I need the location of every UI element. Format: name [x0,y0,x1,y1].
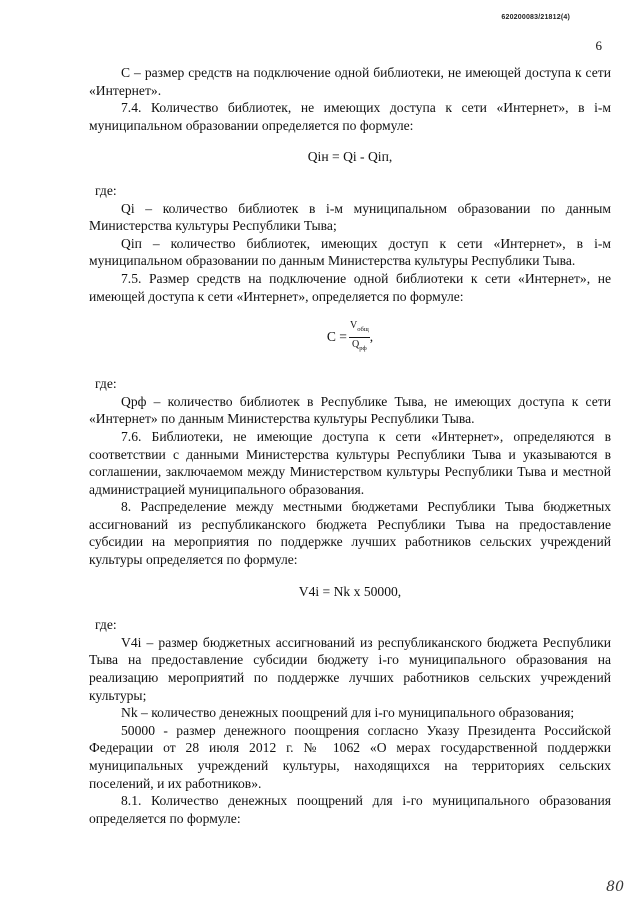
paragraph: Qiп – количество библиотек, имеющих доступ к сети «Интернет», в i-м муниципальном образовании по данным Министерства культуры Республики Тыва. [89,235,611,269]
paragraph: 50000 - размер денежного поощрения согласно Указу Президента Российской Федерации от 28 июля 2012 г. № 1062 «О мерах государственной поддержки муниципальных учреждений культуры, находящихся на территориях сельских поселений, и их работников». [89,722,611,791]
paragraph: Nk – количество денежных поощрений для i-го муниципального образования; [121,705,575,721]
formula-tail: , [369,329,374,345]
formula-fraction [89,309,611,365]
formula: V4i = Nk x 50000, [298,583,402,599]
paragraph: 8.1. Количество денежных поощрений для i-го муниципального образования определяется по формуле: [89,793,611,826]
handwritten-page-mark: 80 [606,879,624,895]
fraction-denominator [352,338,367,355]
formula: Qiн = Qi - Qiп, [307,149,393,165]
paragraph: Qрф – количество библиотек в Республике Тыва, не имеющих доступа к сети «Интернет» по данным Министерства культуры Республики Тыва. [89,393,611,427]
denominator-subscript: рф [359,344,367,352]
paragraph: 8. Распределение между местными бюджетами Республики Тыва бюджетных ассигнований из республиканского бюджета Республики Тыва на предоставление субсидии на мероприятия по поддержке лучших работников сельских учреждений культуры определяется по формуле: [89,499,611,568]
paragraph: 7.6. Библиотеки, не имеющие доступа к сети «Интернет», определяются в соответствии с данными Министерства культуры Республики Тыва и указываются в соглашении, заключаемом между Министерством культуры Республики Тыва и местной администрацией муниципального образования. [89,428,611,497]
numerator-subscript: общ [357,325,369,333]
paragraph: С – размер средств на подключение одной библиотеки, не имеющей доступа к сети «Интернет». [89,65,611,98]
fraction [349,320,370,355]
paragraph: Qi – количество библиотек в i-м муниципальном образовании по данным Министерства культуры Республики Тыва; [89,200,611,234]
where-label: где: [95,617,117,633]
formula-lhs: C = [326,329,347,345]
page-number: 6 [595,38,602,53]
document-body [89,64,611,827]
fraction-numerator [349,320,370,338]
where-label: где: [95,376,117,392]
paragraph: 7.4. Количество библиотек, не имеющих доступа к сети «Интернет», в i-м муниципальном образовании определяется по формуле: [89,100,611,133]
paragraph: V4i – размер бюджетных ассигнований из республиканского бюджета Республики Тыва на предоставление субсидии бюджету i-го муниципального образования на реализацию мероприятий по поддержке лучших работников сельских учреждений культуры; [89,634,611,703]
denominator-symbol: Q [352,338,360,350]
paragraph: 7.5. Размер средств на подключение одной библиотеки к сети «Интернет», не имеющей доступа к сети «Интернет», определяется по формуле: [89,270,611,304]
where-label: где: [95,182,117,198]
document-code: 620200083/21812(4) [501,14,570,21]
numerator-symbol: V [349,319,358,331]
